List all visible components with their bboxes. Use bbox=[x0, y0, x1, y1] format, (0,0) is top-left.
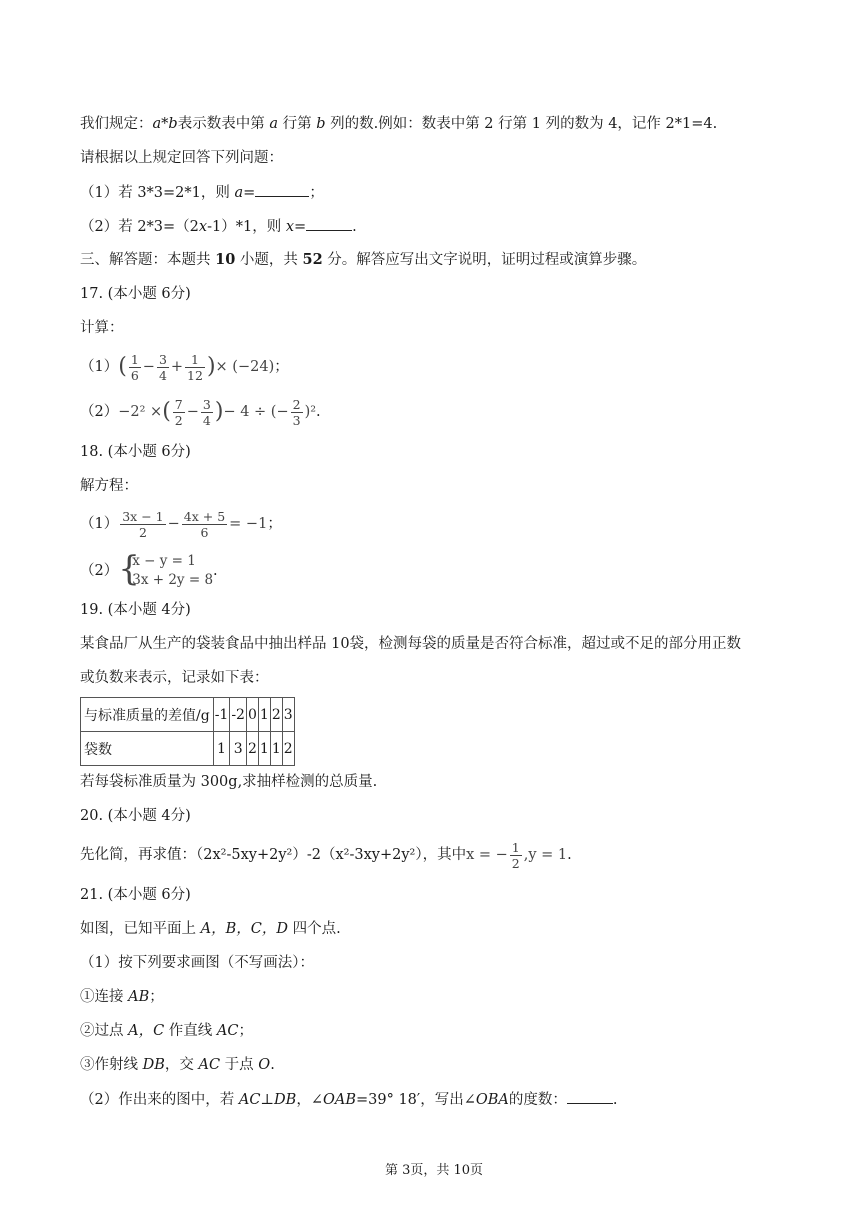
fraction: $\frac{1}{12}$ bbox=[187, 351, 203, 383]
q21-step2: ②过点 A，C 作直线 AC； bbox=[80, 1023, 253, 1039]
page-footer: 第 3页，共 10页 bbox=[384, 1163, 484, 1178]
q21-part1: （1）按下列要求画图（不写画法）： bbox=[80, 955, 314, 971]
answer-blank bbox=[255, 182, 309, 197]
fraction: $\frac{3}{4}$ bbox=[158, 351, 167, 383]
answer-blank bbox=[306, 216, 352, 231]
rule-definition: 我们规定：a*b表示数表中第 a 行第 b 列的数.例如：数表中第 2 行第 1 列的数为 4，记作 2*1=4. bbox=[80, 116, 718, 132]
q19-text-line3: 若每袋标准质量为 300g,求抽样检测的总质量. bbox=[80, 774, 378, 790]
q16-part2: （2）若 2*3=（2x-1）*1，则 x= . bbox=[80, 216, 357, 237]
fraction: $\frac{7}{2}$ bbox=[174, 396, 183, 428]
q17-title: 17. (本小题 6分) bbox=[80, 286, 191, 302]
q16-part1: （1）若 3*3=2*1，则 a= ； bbox=[80, 182, 324, 203]
q18-title: 18. (本小题 6分) bbox=[80, 444, 191, 460]
q18-part1: （1） $\frac{3x - 1}{2}$ − $\frac{4x + 5}{6}$ = −1； bbox=[80, 508, 282, 540]
q19-title: 19. (本小题 4分) bbox=[80, 602, 191, 618]
q21-title: 21. (本小题 6分) bbox=[80, 887, 191, 903]
answer-blank bbox=[567, 1089, 613, 1104]
q18-part2: （2） { x − y = 1 3x + 2y = 8 . bbox=[80, 549, 218, 589]
q21-intro: 如图，已知平面上 A，B，C，D 四个点. bbox=[80, 921, 341, 937]
q19-text-line1: 某食品厂从生产的袋装食品中抽出样品 10袋，检测每袋的质量是否符合标准，超过或不足的部分用正数 bbox=[80, 636, 742, 652]
fraction: $\frac{3}{4}$ bbox=[202, 396, 211, 428]
q17-part1: （1）( $\frac{1}{6}$ − $\frac{3}{4}$ + $\frac{1}{12}$ )× (−24)； bbox=[80, 351, 289, 383]
q19-text-line2: 或负数来表示，记录如下表： bbox=[80, 670, 269, 686]
q17-part2: （2）−2² ×( $\frac{7}{2}$ − $\frac{3}{4}$ )− 4 ÷ (− $\frac{2}{3}$ )². bbox=[80, 396, 321, 428]
table-row: 袋数 1 3 2 1 1 2 bbox=[81, 732, 295, 766]
fraction: $\frac{1}{6}$ bbox=[130, 351, 139, 383]
fraction: $\frac{3x - 1}{2}$ bbox=[122, 508, 164, 540]
record-table bbox=[80, 697, 295, 766]
q20-title: 20. (本小题 4分) bbox=[80, 808, 191, 824]
fraction: $\frac{2}{3}$ bbox=[292, 396, 301, 428]
brace-icon: { bbox=[118, 549, 140, 589]
equation-system: { x − y = 1 3x + 2y = 8 bbox=[118, 549, 214, 589]
q21-part2: （2）作出来的图中，若 AC⊥DB，∠OAB=39° 18′，写出∠OBA的度数： . bbox=[80, 1089, 617, 1110]
q21-step3: ③作射线 DB，交 AC 于点 O. bbox=[80, 1057, 275, 1073]
fraction: $\frac{1}{2}$ bbox=[511, 839, 520, 871]
q20-text: 先化简，再求值：（2x²-5xy+2y²）-2（x²-3xy+2y²），其中x = − $\frac{1}{2}$ ,y = 1. bbox=[80, 839, 572, 871]
fraction: $\frac{4x + 5}{6}$ bbox=[183, 508, 226, 540]
q17-intro: 计算： bbox=[80, 320, 124, 336]
q21-step1: ①连接 AB； bbox=[80, 989, 164, 1005]
table-row: 与标准质量的差值/g -1 -2 0 1 2 3 bbox=[81, 698, 295, 732]
prompt-text: 请根据以上规定回答下列问题： bbox=[80, 150, 283, 166]
section-heading: 三、解答题：本题共 10 小题，共 52 分。解答应写出文字说明，证明过程或演算步骤。 bbox=[80, 251, 647, 268]
q18-intro: 解方程： bbox=[80, 478, 138, 494]
